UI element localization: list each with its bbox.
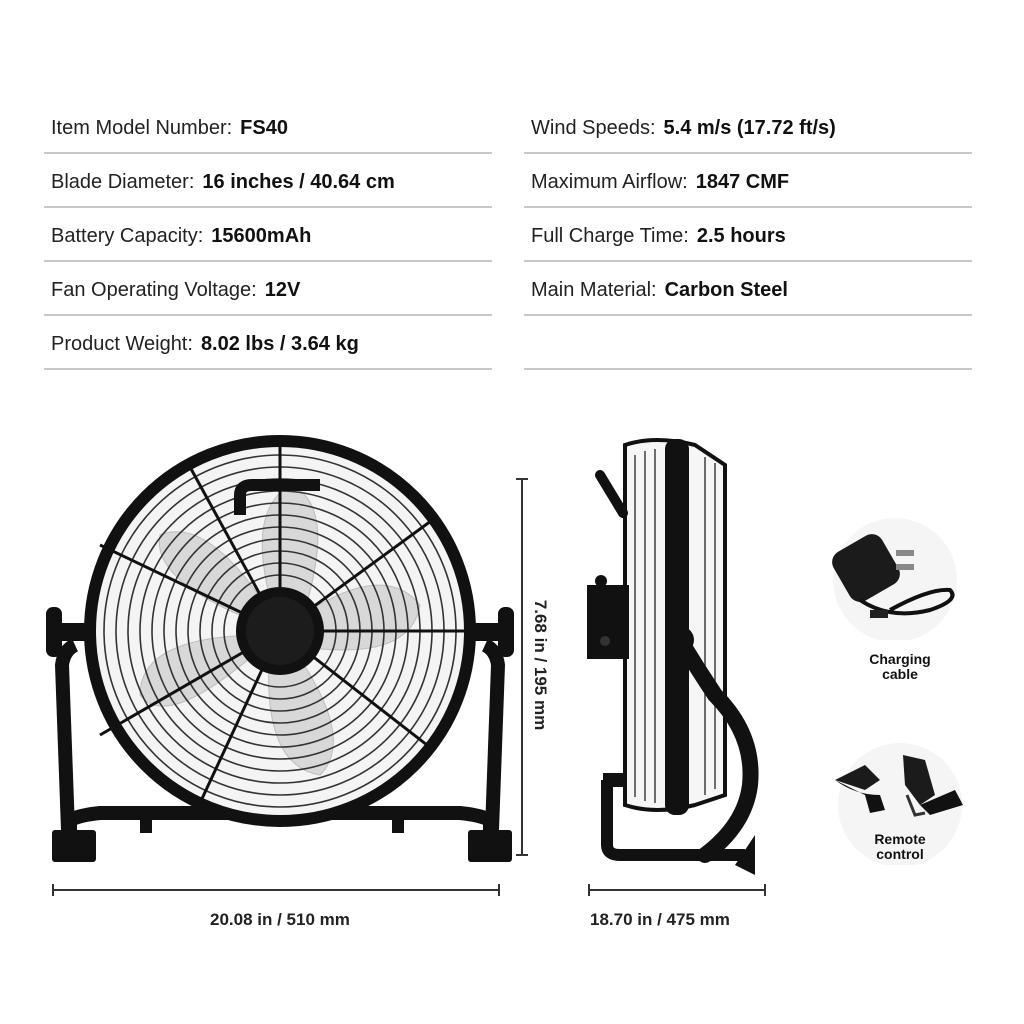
height-dimension-cap — [516, 478, 528, 480]
fan-front-view — [40, 435, 520, 875]
spec-table-right — [524, 100, 972, 370]
depth-dimension-cap — [764, 884, 766, 896]
charging-cable-icon — [820, 510, 970, 640]
spec-row — [44, 316, 492, 370]
spec-value: 2.5 hours — [696, 224, 786, 247]
height-dimension-label: 7.68 in / 195 mm — [531, 599, 550, 731]
depth-dimension-line — [588, 889, 766, 891]
remote-control-label — [840, 832, 960, 862]
spec-label: Wind Speeds: — [531, 116, 656, 139]
spec-row — [44, 100, 492, 154]
depth-dimension-cap — [588, 884, 590, 896]
remote-control-text: Remote control — [874, 831, 926, 862]
charging-cable-label — [840, 652, 960, 682]
spec-row-empty — [524, 316, 972, 370]
spec-label: Fan Operating Voltage: — [51, 278, 257, 301]
spec-row — [524, 208, 972, 262]
spec-row — [524, 262, 972, 316]
height-dimension-cap — [516, 854, 528, 856]
spec-value: 1847 CMF — [695, 170, 790, 193]
charging-cable-text: Charging cable — [869, 651, 931, 682]
spec-value: FS40 — [240, 116, 288, 139]
spec-label: Product Weight: — [51, 332, 193, 355]
spec-label: Battery Capacity: — [51, 224, 204, 247]
spec-value: 5.4 m/s (17.72 ft/s) — [663, 116, 836, 139]
spec-row — [524, 100, 972, 154]
spec-label: Main Material: — [531, 278, 657, 301]
spec-value: 8.02 lbs / 3.64 kg — [200, 332, 359, 355]
spec-table-left — [44, 100, 492, 370]
fan-side-view — [585, 435, 785, 880]
depth-dimension-label: 18.70 in / 475 mm — [590, 910, 730, 929]
width-dimension-line — [52, 889, 500, 891]
spec-value: 15600mAh — [211, 224, 312, 247]
spec-value: 16 inches / 40.64 cm — [202, 170, 395, 193]
spec-row — [44, 262, 492, 316]
spec-row — [44, 154, 492, 208]
width-dimension-cap — [52, 884, 54, 896]
spec-label: Full Charge Time: — [531, 224, 689, 247]
spec-row — [44, 208, 492, 262]
spec-value: Carbon Steel — [664, 278, 788, 301]
spec-label: Maximum Airflow: — [531, 170, 688, 193]
spec-label: Item Model Number: — [51, 116, 233, 139]
height-dimension-line — [521, 478, 523, 856]
spec-row — [524, 154, 972, 208]
spec-label: Blade Diameter: — [51, 170, 195, 193]
width-dimension-cap — [498, 884, 500, 896]
spec-value: 12V — [264, 278, 301, 301]
width-dimension-label: 20.08 in / 510 mm — [210, 910, 350, 929]
